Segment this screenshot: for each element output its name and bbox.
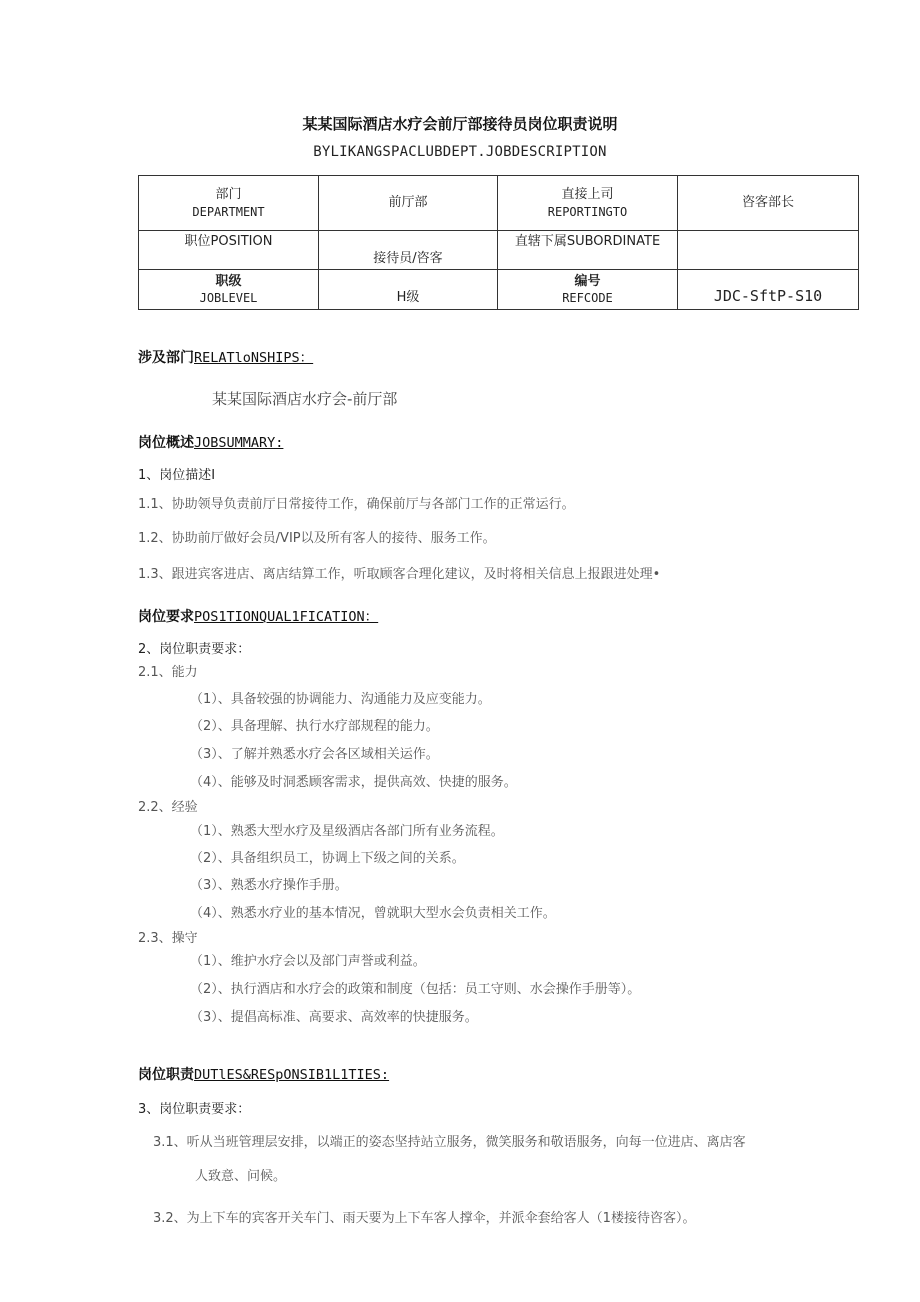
- relationships-heading-cn: 涉及部门: [138, 350, 194, 366]
- duties-heading-en: DUTlES&RESpONSIB1L1TIES:: [194, 1067, 390, 1083]
- department-value-text: 前厅部: [388, 195, 428, 211]
- summary-heading: [138, 432, 283, 452]
- position-label: [139, 231, 319, 270]
- ability-item: （2）、具备理解、执行水疗部规程的能力。: [190, 719, 439, 734]
- experience-item: （4）、熟悉水疗业的基本情况，曾就职大型水会负责相关工作。: [190, 906, 556, 921]
- duties-heading-cn: 岗位职责: [138, 1067, 194, 1083]
- summary-item: 1.2、协助前厅做好会员/VIP以及所有客人的接待、服务工作。: [138, 531, 496, 546]
- experience-title: 2.2、经验: [138, 800, 198, 815]
- duties-item: 3.2、为上下车的宾客开关车门、雨天要为上下车客人撑伞，并派伞套给客人（1楼接待咨客）。: [153, 1211, 696, 1226]
- experience-item: （1）、熟悉大型水疗及星级酒店各部门所有业务流程。: [190, 824, 504, 839]
- qualification-heading: [138, 605, 378, 626]
- table-row: [139, 176, 859, 231]
- page-title: 某某国际酒店水疗会前厅部接待员岗位职责说明: [302, 115, 618, 133]
- experience-item: （3）、熟悉水疗操作手册。: [190, 878, 348, 893]
- job-info-table: [138, 175, 859, 310]
- conduct-item: （3）、提倡高标准、高要求、高效率的快捷服务。: [190, 1010, 478, 1025]
- department-label-cn: 部门: [215, 187, 242, 203]
- department-label-en: DEPARTMENT: [192, 204, 265, 219]
- refcode-value-text: JDC-SftP-S10: [713, 287, 823, 306]
- level-value: [319, 270, 498, 310]
- summary-heading-en: JOBSUMMARY:: [194, 435, 284, 451]
- level-value-text: H级: [396, 290, 420, 306]
- reporting-label-cell: [498, 176, 678, 231]
- reporting-value: [678, 176, 859, 231]
- reporting-label-en: REPORTINGTO: [547, 204, 628, 219]
- conduct-item: （1）、维护水疗会以及部门声誉或利益。: [190, 954, 426, 969]
- ability-title: 2.1、能力: [138, 665, 198, 680]
- level-label-en: JOBLEVEL: [199, 291, 258, 306]
- table-row: [139, 270, 859, 310]
- relationships-heading-en: RELATloNSHIPS：: [194, 350, 314, 366]
- table-row: [139, 231, 859, 270]
- relationships-heading: [138, 346, 313, 367]
- conduct-title: 2.3、操守: [138, 931, 198, 946]
- qualification-heading-en: POS1TIONQUAL1FICATION：: [194, 609, 379, 625]
- relationships-content: 某某国际酒店水疗会-前厅部: [212, 390, 398, 408]
- ability-item: （3）、了解并熟悉水疗会各区域相关运作。: [190, 747, 439, 762]
- subordinate-label: [498, 231, 678, 270]
- experience-item: （2）、具备组织员工，协调上下级之间的关系。: [190, 851, 465, 866]
- duties-subheading: 3、岗位职责要求：: [138, 1102, 251, 1117]
- refcode-label-cn: 编号: [574, 273, 601, 289]
- refcode-label-cell: [498, 270, 678, 310]
- level-label-cell: [139, 270, 319, 310]
- refcode-label-en: REFCODE: [562, 291, 613, 306]
- summary-item: 1.1、协助领导负责前厅日常接待工作，确保前厅与各部门工作的正常运行。: [138, 497, 575, 512]
- reporting-label-cn: 直接上司: [561, 187, 614, 203]
- position-value: [319, 231, 498, 270]
- duties-item: 3.1、听从当班管理层安排，以端正的姿态坚持站立服务，微笑服务和敬语服务，向每一位进店、离店客: [153, 1135, 746, 1150]
- subordinate-value: [678, 231, 859, 270]
- ability-item: （4）、能够及时洞悉顾客需求，提供高效、快捷的服务。: [190, 775, 517, 790]
- department-label-cell: [139, 176, 319, 231]
- department-value: [319, 176, 498, 231]
- duties-heading: [138, 1064, 389, 1084]
- page-subtitle: BYLIKANGSPACLUBDEPT.JOBDESCRIPTION: [313, 144, 607, 160]
- refcode-value: [678, 270, 859, 310]
- reporting-value-text: 咨客部长: [741, 195, 794, 211]
- qualification-heading-cn: 岗位要求: [138, 609, 194, 625]
- summary-heading-cn: 岗位概述: [138, 435, 194, 451]
- conduct-item: （2）、执行酒店和水疗会的政策和制度（包括：员工守则、水会操作手册等）。: [190, 982, 641, 997]
- summary-subheading: 1、岗位描述I: [138, 468, 216, 483]
- summary-item: 1.3、跟进宾客进店、离店结算工作，听取顾客合理化建议，及时将相关信息上报跟进处理•: [138, 567, 661, 582]
- ability-item: （1）、具备较强的协调能力、沟通能力及应变能力。: [190, 692, 491, 707]
- level-label-cn: 职级: [215, 273, 242, 289]
- duties-item-continuation: 人致意、问候。: [195, 1169, 287, 1184]
- qualification-subheading: 2、岗位职责要求：: [138, 642, 251, 657]
- position-label-text: 职位POSITION: [184, 234, 273, 249]
- position-value-text: 接待员/咨客: [373, 251, 443, 267]
- subordinate-label-text: 直辖下属SUBORDINATE: [514, 234, 661, 249]
